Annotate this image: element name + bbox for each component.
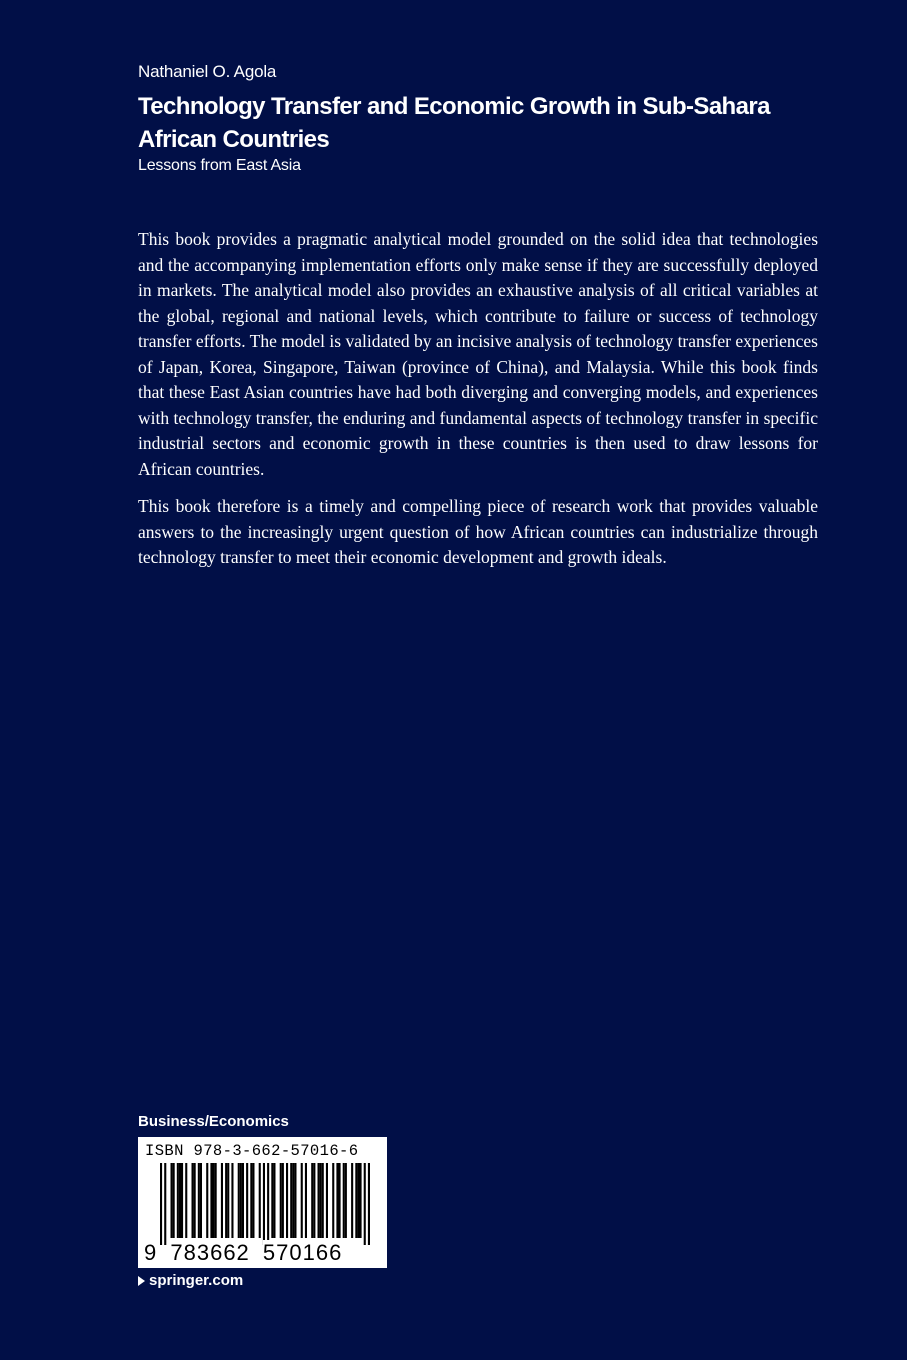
barcode-bar <box>290 1163 292 1238</box>
barcode-bar <box>320 1163 322 1238</box>
barcode-bar <box>225 1163 227 1238</box>
barcode-bar <box>181 1163 183 1238</box>
barcode-bar <box>311 1163 313 1238</box>
barcode-bar <box>173 1163 175 1238</box>
barcode-bar <box>343 1163 345 1238</box>
publisher-link[interactable] <box>138 1272 243 1289</box>
barcode-bar <box>292 1163 294 1238</box>
barcode-bar <box>171 1163 173 1238</box>
barcode-bar <box>286 1163 288 1238</box>
barcode-bar <box>198 1163 200 1238</box>
barcode-bar <box>250 1163 252 1238</box>
isbn-label: ISBN 978-3-662-57016-6 <box>145 1142 359 1160</box>
barcode-bar <box>318 1163 320 1238</box>
barcode-bar <box>200 1163 202 1238</box>
barcode-bar <box>238 1163 240 1238</box>
book-subtitle: Lessons from East Asia <box>138 157 301 174</box>
barcode-bar <box>305 1163 307 1238</box>
barcode-bar <box>282 1163 284 1238</box>
book-description <box>138 227 818 583</box>
barcode-bar <box>322 1163 324 1238</box>
barcode-bar <box>360 1163 362 1238</box>
barcode-bar <box>355 1163 357 1238</box>
barcode-digit-group-left: 783662 <box>170 1240 250 1265</box>
author-name: Nathaniel O. Agola <box>138 62 277 81</box>
isbn-barcode <box>138 1137 387 1268</box>
barcode-digits <box>144 1240 342 1266</box>
barcode-bar <box>357 1163 359 1238</box>
description-paragraph: This book provides a pragmatic analytical model grounded on the solid idea that technologies and the accompanying implementation efforts only make sense if they are successfully deployed in markets. The analytical model also provides an exhaustive analysis of all critical variables at the global, regional and national levels, which contribute to failure or success of technology transfer efforts. The model is validated by an incisive analysis of technology transfer experiences of Japan, Korea, Singapore, Taiwan (province of China), and Malaysia. While this book finds that these East Asian countries have had both diverging and converging models, and experiences with technology transfer, the enduring and fundamental aspects of technology transfer in specific industrial sectors and economic growth in these countries is then used to draw lessons for African countries. <box>138 229 818 479</box>
barcode-bar <box>192 1163 194 1238</box>
barcode-bar <box>221 1163 223 1238</box>
barcode-bar <box>179 1163 181 1238</box>
barcode-digit-group-right: 570166 <box>262 1240 343 1265</box>
barcode-bar <box>280 1163 282 1238</box>
barcode-bar <box>213 1163 215 1238</box>
barcode-bar <box>206 1163 208 1238</box>
barcode-bar <box>364 1163 366 1245</box>
barcode-bar <box>336 1163 338 1238</box>
barcode-bar <box>252 1163 254 1238</box>
barcode-bar <box>267 1163 269 1245</box>
barcode-bar <box>231 1163 233 1238</box>
barcode-bar <box>332 1163 334 1238</box>
barcode-bar <box>160 1163 162 1245</box>
description-paragraph: This book therefore is a timely and compelling piece of research work that provides valuable answers to the increasingly urgent question of how African countries can industrialize through technology transfer to meet their economic development and growth ideals. <box>138 496 818 567</box>
barcode-bar <box>301 1163 303 1238</box>
barcode-bar <box>339 1163 341 1238</box>
barcode-bar <box>273 1163 275 1238</box>
barcode-bar <box>227 1163 229 1238</box>
barcode-bar <box>185 1163 187 1238</box>
barcode-bar <box>215 1163 217 1238</box>
barcode-bar <box>210 1163 212 1238</box>
barcode-bar <box>263 1163 265 1245</box>
barcode-bar <box>246 1163 248 1238</box>
barcode-bar <box>313 1163 315 1238</box>
barcode-bar <box>326 1163 328 1238</box>
barcode-bar <box>259 1163 261 1238</box>
barcode-bar <box>242 1163 244 1238</box>
barcode-digit-prefix: 9 <box>144 1240 158 1265</box>
barcode-bar <box>240 1163 242 1238</box>
triangle-right-icon <box>138 1276 145 1286</box>
barcode-bar <box>368 1163 370 1245</box>
barcode-bar <box>194 1163 196 1238</box>
barcode-bar <box>351 1163 353 1238</box>
publisher-url: springer.com <box>149 1272 244 1289</box>
barcode-bar <box>177 1163 179 1238</box>
subject-category: Business/Economics <box>138 1113 289 1130</box>
book-title: Technology Transfer and Economic Growth in Sub-Sahara African Countries <box>138 93 770 153</box>
barcode-bar <box>271 1163 273 1238</box>
barcode-bar <box>164 1163 166 1245</box>
barcode-bar <box>294 1163 296 1238</box>
barcode-bar <box>345 1163 347 1238</box>
